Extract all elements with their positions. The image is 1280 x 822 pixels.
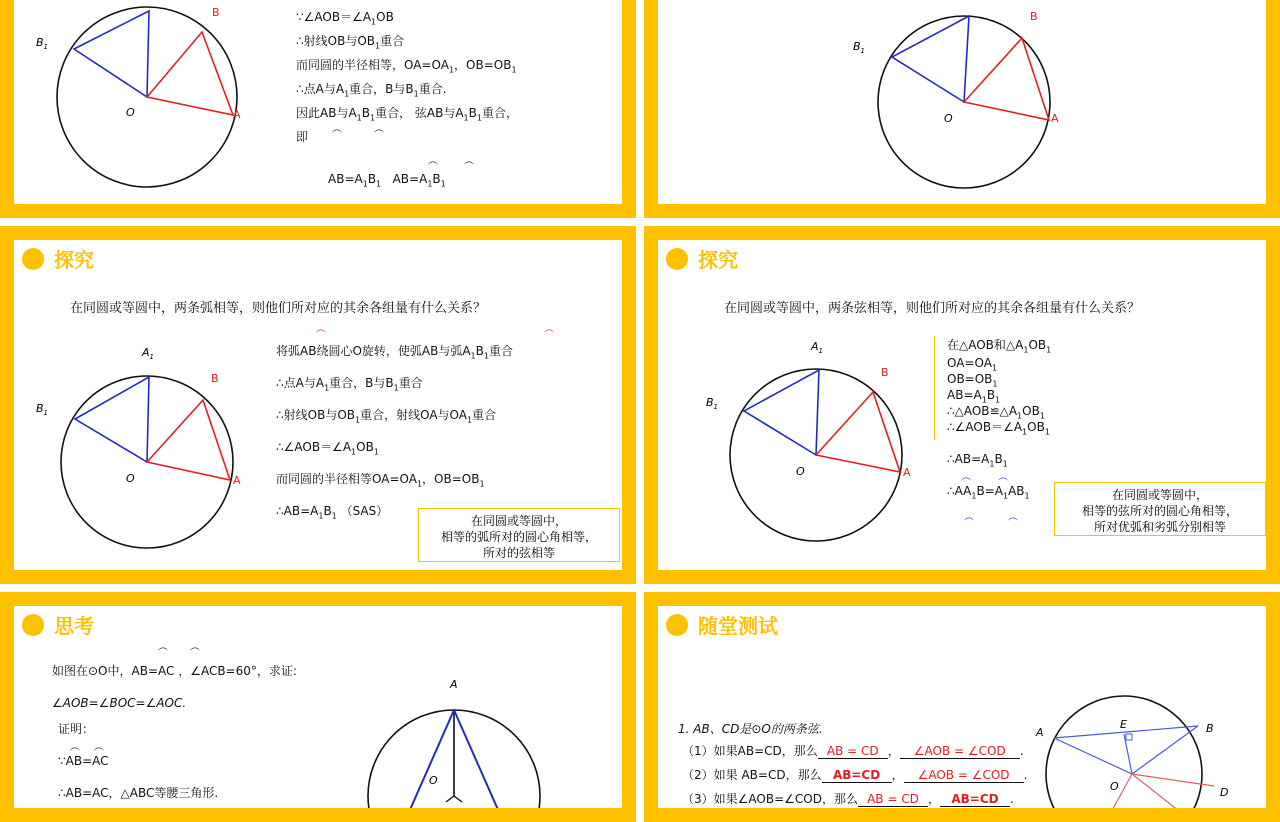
label-a: A (1051, 112, 1059, 125)
step-1: 将弧AB绕圆心O旋转，使弧AB与弧$A_1B_1$重合 (276, 344, 513, 361)
proof-line-2: $OA=OA_1$ (947, 356, 998, 373)
arc-mark: ︵ (544, 324, 554, 335)
step-2: ∴点A与$A_1$重合，B与$B_1$重合 (276, 376, 423, 393)
label-e: E (1120, 718, 1127, 731)
arc-mark: ︵ (94, 742, 104, 753)
label-o: O (126, 106, 135, 119)
label-b: B (881, 366, 889, 379)
label-b: B (212, 6, 220, 19)
label-b1: $B_1$ (36, 402, 49, 418)
label-a: A (1036, 726, 1044, 739)
test-item-3: （3）如果∠AOB=∠COD，那么 AB = CD ， AB=CD . (682, 792, 1014, 806)
arc-mark: ︵ (332, 124, 342, 135)
label-b1: $B_1$ (706, 396, 719, 412)
problem-text: 如图在⊙O中，AB=AC ，∠ACB=60°，求证: (52, 664, 297, 678)
proof-step-1: ∵AB=AC (58, 754, 109, 768)
text-line-2: ∴射线OB与$OB_1$重合 (296, 34, 405, 51)
label-a: A (233, 108, 241, 121)
slide-6 (644, 592, 1280, 822)
text-line-4: ∴点A与$A_1$重合，B与$B_1$重合. (296, 82, 447, 99)
text-line-6: 即 (296, 130, 309, 144)
proof-step-2: ∴AB=AC，△ABC等腰三角形. (58, 786, 219, 800)
arc-mark: ︵ (961, 472, 971, 483)
step-6: $\therefore AB=A_1B_1$ （SAS） (276, 504, 389, 521)
label-o: O (126, 472, 135, 485)
label-o: O (944, 112, 953, 125)
step-5: 而同圆的半径相等$OA=OA_1$，$OB=OB_1$ (276, 472, 485, 489)
proof-line-6: $\therefore\angle AOB=\angle A_1OB_1$ (947, 420, 1050, 437)
arc-mark: ︵ (998, 472, 1008, 483)
proof-line-5: $\therefore\triangle AOB≌\triangle A_1OB_1$ (947, 404, 1045, 421)
label-o: O (429, 774, 438, 787)
proof-label: 证明： (58, 722, 95, 736)
question-text: 在同圆或等圆中，两条弦相等，则他们所对应的其余各组量有什么关系？ (724, 301, 1141, 316)
arc-mark: ︵ (374, 124, 384, 135)
arc-mark: ︵ (464, 156, 474, 167)
label-a: A (903, 466, 911, 479)
arc-mark: ︵ (70, 742, 80, 753)
label-b1: $B_1$ (853, 40, 866, 56)
test-item-2: （2）如果 AB=CD，那么 AB=CD ， ∠AOB = ∠COD . (682, 768, 1028, 782)
slide-4 (644, 226, 1280, 584)
step-4: $\therefore\angle AOB=\angle A_1OB_1$ (276, 440, 379, 457)
label-o: O (796, 465, 805, 478)
text-line-1: $\because\angle AOB=\angle A_1OB$ (296, 10, 394, 27)
slide-5 (0, 592, 636, 822)
slide-title: 探究 (666, 244, 738, 273)
label-a: A (450, 678, 458, 691)
arc-mark: ︵ (428, 156, 438, 167)
question-text: 1. AB、CD是⊙O的两条弦. (678, 722, 823, 736)
label-a: A (233, 474, 241, 487)
slide-title: 随堂测试 (666, 610, 778, 639)
proof-line-3: $OB=OB_1$ (947, 372, 998, 389)
slide-1 (0, 0, 636, 218)
brace (934, 336, 939, 440)
circle-diagram-2 (658, 0, 1278, 218)
circle-diagram-6 (658, 606, 1278, 822)
label-a1: $A_1$ (142, 346, 154, 362)
text-line-5: 因此AB与$A_1B_1$重合， 弦AB与$A_1B_1$重合， (296, 106, 518, 123)
slide-3 (0, 226, 636, 584)
proof-line-4: $AB=A_1B_1$ (947, 388, 1001, 405)
arc-mark: ︵ (1008, 512, 1018, 523)
conclusion-box: 在同圆或等圆中， 相等的弦所对的圆心角相等， 所对优弧和劣弧分别相等 (1054, 482, 1266, 536)
label-b: B (1206, 722, 1214, 735)
label-b: B (211, 372, 219, 385)
arc-mark: ︵ (316, 324, 326, 335)
arc-mark: ︵ (190, 642, 200, 653)
slide-title: 探究 (22, 244, 94, 273)
label-b: B (1030, 10, 1038, 23)
label-o: O (1110, 780, 1119, 793)
slide-2 (644, 0, 1280, 218)
prove-text: ∠AOB=∠BOC=∠AOC. (52, 696, 187, 710)
proof-line-1: 在△AOB和$\triangle A_1OB_1$ (947, 338, 1052, 355)
circle-diagram-5 (14, 606, 634, 822)
step-3: ∴射线OB与$OB_1$重合，射线OA与$OA_1$重合 (276, 408, 497, 425)
result-line-2: $\therefore AA_1B=A_1AB_1$ (947, 484, 1030, 501)
arc-mark: ︵ (964, 512, 974, 523)
conclusion-box: 在同圆或等圆中， 相等的弧所对的圆心角相等， 所对的弦相等 (418, 508, 620, 562)
label-a1: $A_1$ (811, 340, 823, 356)
test-item-1: （1）如果AB=CD，那么 AB = CD ， ∠AOB = ∠COD . (682, 744, 1024, 758)
slide-title: 思考 (22, 610, 94, 639)
label-d: D (1220, 786, 1229, 799)
question-text: 在同圆或等圆中，两条弧相等，则他们所对应的其余各组量有什么关系？ (70, 301, 487, 316)
text-line-3: 而同圆的半径相等，$OA=OA_1$，$OB=OB_1$ (296, 58, 517, 75)
arc-mark: ︵ (158, 642, 168, 653)
result-line-1: $\therefore AB=A_1B_1$ (947, 452, 1008, 469)
result-text: $AB=A_1B_1$ $AB=A_1B_1$ (328, 172, 446, 189)
label-b1: $B_1$ (36, 36, 49, 52)
